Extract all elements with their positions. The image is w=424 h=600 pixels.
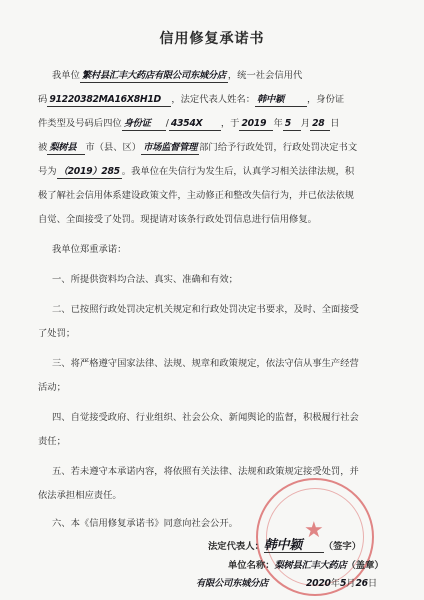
paragraph-line-6: 极了解社会信用体系建设政策文件，主动修正和整改失信行为，并已依法依规 (38, 190, 355, 201)
penalty-authority: 梨树县 (47, 142, 85, 155)
paragraph-line-2: 码 91220382MA16X8H1D ，法定代表人姓名： 韩中颖 ，身份证 (38, 94, 345, 105)
credit-code: 91220382MA16X8H1D (47, 94, 171, 107)
sign-date-year: 2020 (306, 578, 331, 589)
penalty-month: 5 (283, 118, 301, 131)
promise-item-2-cont: 了处罚； (38, 328, 76, 339)
promise-item-4: 四、自觉接受政府、行业组织、社会公众、新闻舆论的监督，积极履行社会 (52, 412, 359, 423)
sign-date-day: 26 (355, 578, 368, 589)
promise-intro: 我单位郑重承诺： (52, 244, 127, 255)
seal-star-icon: ★ (304, 518, 324, 543)
unit-name-value-cont: 有限公司东城分店 (196, 578, 268, 589)
promise-item-5: 五、若未遵守本承诺内容，将依照有关法律、法规和政策规定接受处罚，并 (52, 466, 359, 477)
decision-number: （2019）285 (58, 166, 120, 177)
unit-name-line-2 (196, 578, 268, 590)
promise-item-5-cont: 依法承担相应责任。 (38, 490, 122, 501)
company-name: 繁村县汇丰大药店有限公司东城分店 (81, 70, 226, 81)
promise-item-3-cont: 活动； (38, 382, 66, 393)
promise-item-6: 六、本《信用修复承诺书》同意向社会公开。 (52, 518, 238, 529)
id-last-four: 4354X (169, 118, 221, 131)
legal-rep-signature-line: 法定代表人：韩中颖 （签字） (208, 538, 361, 553)
id-type: 身份证 (122, 118, 166, 131)
unit-name-line: 单位名称：梨树县汇丰大药店（盖章） (228, 560, 384, 571)
promise-item-4-cont: 责任； (38, 436, 66, 447)
penalty-department: 市场监督管理 (143, 142, 198, 153)
penalty-year: 2019 (239, 118, 273, 131)
legal-rep-signature: 韩中颖 (264, 540, 324, 553)
paragraph-line-4: 被 梨树县 市（县、区） 市场监督管理 部门给予行政处罚，行政处罚决定书文 (38, 142, 358, 153)
sign-date: 2020年5月26日 (306, 578, 378, 589)
paragraph-line-1: 我单位 繁村县汇丰大药店有限公司东城分店 ，统一社会信用代 (52, 70, 303, 81)
document-title: 信用修复承诺书 (159, 31, 265, 47)
paragraph-line-5: 号为 （2019）285 。我单位在失信行为发生后，认真学习相关法律法规，积 (38, 166, 355, 177)
paragraph-line-7: 自觉、全面接受了处罚。现提请对该条行政处罚信息进行信用修复。 (38, 214, 317, 225)
promise-item-1: 一、所提供资料均合法、真实、准确和有效； (52, 274, 238, 285)
legal-representative: 韩中颖 (255, 94, 307, 107)
promise-item-3: 三、将严格遵守国家法律、法规、规章和政策规定，依法守信从事生产经营 (52, 358, 359, 369)
penalty-day: 28 (310, 118, 330, 131)
paragraph-line-3: 件类型及号码后四位 身份证 / 4354X ，于 2019 年 5 月 28 日 (38, 118, 340, 129)
promise-item-2: 二、已按照行政处罚决定机关规定和行政处罚决定书要求，及时、全面接受 (52, 304, 359, 315)
unit-name-value: 梨树县汇丰大药店 (274, 560, 347, 571)
sign-date-month: 5 (340, 578, 347, 589)
